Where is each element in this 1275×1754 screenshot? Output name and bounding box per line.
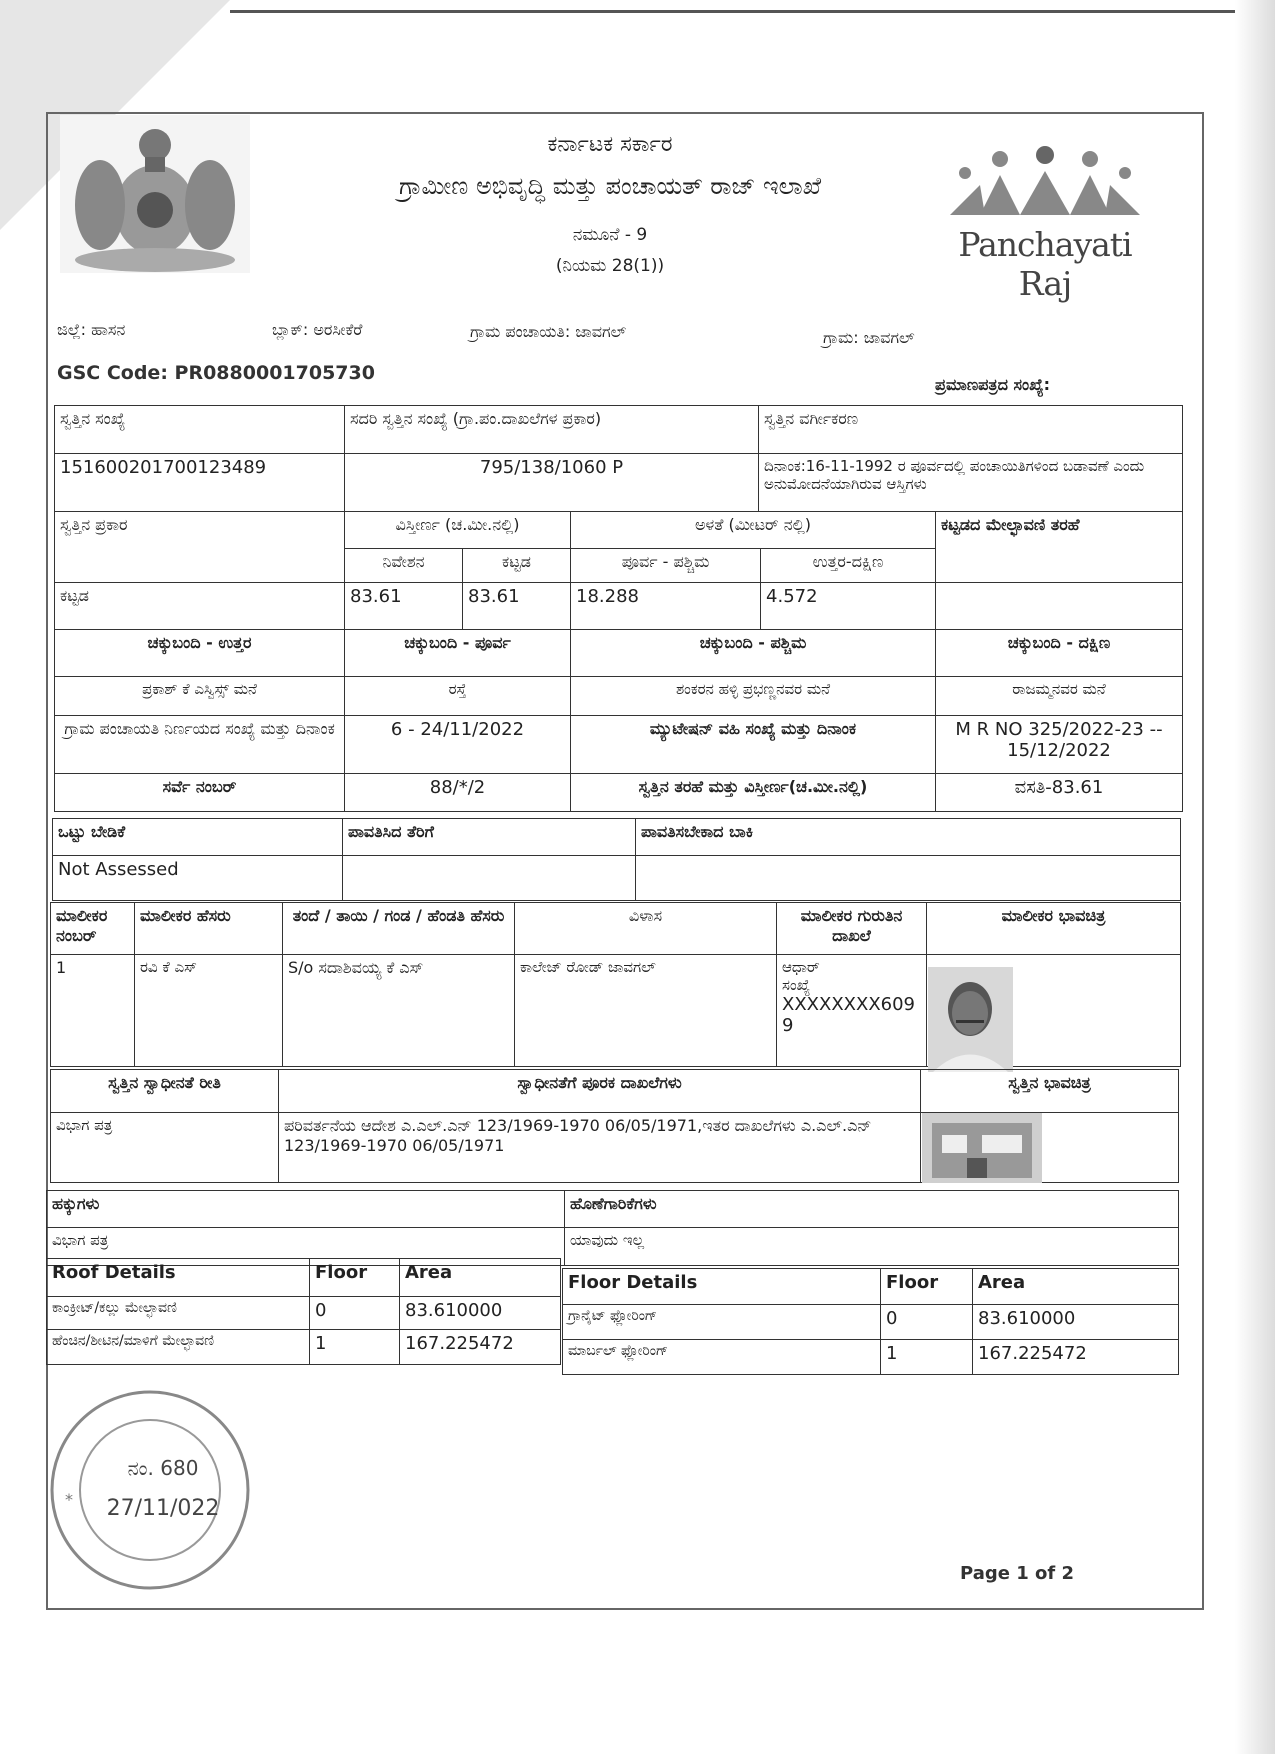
ownership-documents: ಪರಿವರ್ತನೆಯ ಆದೇಶ ಎ.ಎಲ್.ಎನ್ 123/1969-1970 06/05/1971,ಇತರ ದಾಖಲೆಗಳು ಎ.ಎಲ್.ಎನ್ 123/1969-1970 06/05/1971: [279, 1113, 921, 1183]
id-document-type: ಆಧಾರ್: [782, 958, 820, 976]
total-demand-label: ಒಟ್ಟು ಬೇಡಿಕೆ: [53, 819, 343, 856]
gsc-code: GSC Code: PR0880001705730: [57, 362, 375, 384]
stamp-date: 27/11/022: [106, 1496, 220, 1521]
mutation-label: ಮ್ಯುಟೇಷನ್ ವಹಿ ಸಂಖ್ಯೆ ಮತ್ತು ದಿನಾಂಕ: [571, 716, 936, 774]
rights-value: ವಿಭಾಗ ಪತ್ರ: [47, 1228, 565, 1266]
owner-name: ರವಿ ಕೆ ಎಸ್: [135, 955, 283, 1067]
north-south-value: 4.572: [761, 583, 936, 630]
karnataka-emblem-icon: [60, 115, 250, 273]
panchayati-raj-logo-text: Panchayati Raj: [958, 225, 1132, 303]
liabilities-label: ಹೊಣೆಗಾರಿಕೆಗಳು: [565, 1191, 1179, 1228]
owner-number-label: ಮಾಲೀಕರ ನಂಬರ್: [51, 903, 135, 955]
west-boundary-value: ಶಂಕರನ ಹಳ್ಳಿ ಪ್ರಭಣ್ಣನವರ ಮನೆ: [571, 677, 936, 716]
panchayat-seal-stamp: [45, 1385, 255, 1595]
ownership-method: ವಿಭಾಗ ಪತ್ರ: [51, 1113, 279, 1183]
department-title: ಗ್ರಾಮೀಣ ಅಭಿವೃದ್ಧಿ ಮತ್ತು ಪಂಚಾಯತ್ ರಾಜ್ ಇಲಾಖೆ: [398, 172, 822, 200]
roof-area: 83.610000: [400, 1297, 561, 1330]
type-area-label: ಸ್ವತ್ತಿನ ತರಹೆ ಮತ್ತು ವಿಸ್ತೀರ್ಣ(ಚ.ಮೀ.ನಲ್ಲಿ): [571, 774, 936, 812]
north-boundary-value: ಪ್ರಕಾಶ್ ಕೆ ಎಸ್ವಿಸ್ಸ್ ಮನೆ: [55, 677, 345, 716]
relation-name: S/o ಸದಾಶಿವಯ್ಯ ಕೆ ಎಸ್: [283, 955, 515, 1067]
owner-photo-label: ಮಾಲೀಕರ ಭಾವಚಿತ್ರ: [927, 903, 1181, 955]
gram-panchayat: ಗ್ರಾಮ ಪಂಚಾಯತಿ: ಜಾವಗಲ್: [470, 322, 627, 341]
property-id-table: [54, 405, 1183, 512]
floor-type: ಗ್ರಾನೈಟ್ ಫ್ಲೋರಿಂಗ್: [563, 1305, 881, 1340]
floor-number: 0: [881, 1305, 973, 1340]
rule-number: (ನಿಯಮ 28(1)): [555, 256, 665, 276]
survey-number-label: ಸರ್ವೆ ನಂಬರ್: [55, 774, 345, 812]
east-west-value: 18.288: [571, 583, 761, 630]
east-boundary-label: ಚಕ್ಕುಬಂದಿ - ಪೂರ್ವ: [345, 630, 571, 677]
id-document-value: XXXXXXXX609 9: [782, 994, 916, 1036]
resolution-value: 6 - 24/11/2022: [345, 716, 571, 774]
roof-details-table: [46, 1258, 561, 1365]
type-area-value: ವಸತಿ-83.61: [936, 774, 1183, 812]
owner-address: ಕಾಲೇಜ್ ರೋಡ್ ಜಾವಗಲ್: [515, 955, 777, 1067]
property-class-label: ಸ್ವತ್ತಿನ ವರ್ಗೀಕರಣ: [759, 406, 1183, 454]
area-label: ವಿಸ್ತೀರ್ಣ (ಚ.ಮೀ.ನಲ್ಲಿ): [345, 512, 571, 549]
owner-number: 1: [51, 955, 135, 1067]
measurement-label: ಅಳತೆ (ಮೀಟರ್ ನಲ್ಲಿ): [571, 512, 936, 549]
old-property-id-value: 795/138/1060 P: [345, 454, 759, 512]
building-area-value: 83.61: [463, 583, 571, 630]
building-label: ಕಟ್ಟಡ: [463, 549, 571, 583]
floor-area: 167.225472: [973, 1340, 1179, 1375]
total-demand-value: Not Assessed: [53, 856, 343, 901]
table-row: [47, 1297, 561, 1330]
dimensions-table: [54, 511, 1183, 630]
scan-right-edge: [1235, 0, 1275, 1754]
tax-table: [52, 818, 1181, 901]
south-boundary-label: ಚಕ್ಕುಬಂದಿ - ದಕ್ಷಿಣ: [936, 630, 1183, 677]
roof-details-title: Roof Details: [47, 1259, 310, 1297]
old-property-id-label: ಸದರಿ ಸ್ವತ್ತಿನ ಸಂಖ್ಯೆ (ಗ್ರಾ.ಪಂ.ದಾಖಲೆಗಳ ಪ್ರಕಾರ): [345, 406, 759, 454]
stamp-number: ನಂ. 680: [127, 1456, 199, 1480]
property-class-value: ದಿನಾಂಕ:16-11-1992 ರ ಪೂರ್ವದಲ್ಲಿ ಪಂಚಾಯಿತಿಗಳಿಂದ ಬಡಾವಣೆ ಎಂದು ಅನುಮೋದನೆಯಾಗಿರುವ ಆಸ್ತಿಗಳು: [759, 454, 1183, 512]
north-boundary-label: ಚಕ್ಕುಬಂದಿ - ಉತ್ತರ: [55, 630, 345, 677]
address-label: ವಿಳಾಸ: [515, 903, 777, 955]
owner-photo: [928, 967, 1013, 1072]
page-number: Page 1 of 2: [960, 1563, 1074, 1584]
tax-paid-label: ಪಾವತಿಸಿದ ತೆರಿಗೆ: [343, 819, 636, 856]
rights-liabilities-table: [46, 1190, 1179, 1266]
balance-due-label: ಪಾವತಿಸಬೇಕಾದ ಬಾಕಿ: [636, 819, 1181, 856]
property-photo: [922, 1113, 1042, 1183]
floor-area: 83.610000: [973, 1305, 1179, 1340]
rights-label: ಹಕ್ಕುಗಳು: [47, 1191, 565, 1228]
owner-id-document-label: ಮಾಲೀಕರ ಗುರುತಿನ ದಾಖಲೆ: [777, 903, 927, 955]
owner-name-label: ಮಾಲೀಕರ ಹೆಸರು: [135, 903, 283, 955]
property-type-label: ಸ್ವತ್ತಿನ ಪ್ರಕಾರ: [55, 512, 345, 583]
ownership-docs-label: ಸ್ವಾಧೀನತೆಗೆ ಪೂರಕ ದಾಖಲೆಗಳು: [279, 1070, 921, 1113]
liabilities-value: ಯಾವುದು ಇಲ್ಲ: [565, 1228, 1179, 1266]
roof-construction-label: ಕಟ್ಟಡದ ಮೇಲ್ಛಾವಣಿ ತರಹೆ: [936, 512, 1183, 583]
village: ಗ್ರಾಮ: ಜಾವಗಲ್: [823, 328, 915, 347]
east-west-label: ಪೂರ್ವ - ಪಶ್ಚಿಮ: [571, 549, 761, 583]
site-label: ನಿವೇಶನ: [345, 549, 463, 583]
floor-type: ಮಾರ್ಬಲ್ ಫ್ಲೋರಿಂಗ್: [563, 1340, 881, 1375]
south-boundary-value: ರಾಜಮ್ಮನವರ ಮನೆ: [936, 677, 1183, 716]
id-document-caption: ಸಂಖ್ಯೆ: [782, 976, 811, 994]
table-row: [563, 1305, 1179, 1340]
floor-details-table: [562, 1268, 1179, 1375]
west-boundary-label: ಚಕ್ಕುಬಂದಿ - ಪಶ್ಚಿಮ: [571, 630, 936, 677]
block: ಬ್ಲಾಕ್: ಅರಸೀಕೆರೆ: [272, 320, 363, 339]
site-area-value: 83.61: [345, 583, 463, 630]
mutation-value: M R NO 325/2022-23 -- 15/12/2022: [936, 716, 1183, 774]
roof-area-header: Area: [400, 1259, 561, 1297]
boundaries-table: [54, 629, 1183, 812]
floor-details-title: Floor Details: [563, 1269, 881, 1305]
floor-area-header: Area: [973, 1269, 1179, 1305]
floor-floor-header: Floor: [881, 1269, 973, 1305]
property-id-label: ಸ್ವತ್ತಿನ ಸಂಖ್ಯೆ: [55, 406, 345, 454]
roof-type: ಕಾಂಕ್ರೀಟ್/ಕಲ್ಲು ಮೇಲ್ಛಾವಣಿ: [47, 1297, 310, 1330]
east-boundary-value: ರಸ್ತೆ: [345, 677, 571, 716]
table-row: [47, 1330, 561, 1365]
survey-number-value: 88/*/2: [345, 774, 571, 812]
table-row: [563, 1340, 1179, 1375]
resolution-label: ಗ್ರಾಮ ಪಂಚಾಯತಿ ನಿರ್ಣಯದ ಸಂಖ್ಯೆ ಮತ್ತು ದಿನಾಂಕ: [55, 716, 345, 774]
certificate-number-label: ಪ್ರಮಾಣಪತ್ರದ ಸಂಖ್ಯೆ:: [935, 375, 1050, 394]
roof-floor: 1: [310, 1330, 400, 1365]
government-title: ಕರ್ನಾಟಕ ಸರ್ಕಾರ: [547, 132, 673, 157]
district: ಜಿಲ್ಲೆ: ಹಾಸನ: [57, 320, 126, 339]
roof-floor-header: Floor: [310, 1259, 400, 1297]
roof-floor: 0: [310, 1297, 400, 1330]
floor-number: 1: [881, 1340, 973, 1375]
property-type-value: ಕಟ್ಟಡ: [55, 583, 345, 630]
north-south-label: ಉತ್ತರ-ದಕ್ಷಿಣ: [761, 549, 936, 583]
ownership-method-label: ಸ್ವತ್ತಿನ ಸ್ವಾಧೀನತೆ ರೀತಿ: [51, 1070, 279, 1113]
roof-type: ಹೆಂಚಿನ/ಶೀಟಿನ/ಮಾಳಿಗೆ ಮೇಲ್ಛಾವಣಿ: [47, 1330, 310, 1365]
roof-area: 167.225472: [400, 1330, 561, 1365]
svg-text:*: *: [65, 1490, 73, 1509]
property-photo-label: ಸ್ವತ್ತಿನ ಭಾವಚಿತ್ರ: [921, 1070, 1179, 1113]
scan-top-edge: [230, 10, 1240, 13]
relation-name-label: ತಂದೆ / ತಾಯಿ / ಗಂಡ / ಹೆಂಡತಿ ಹೆಸರು: [283, 903, 515, 955]
property-id-value: 151600201700123489: [55, 454, 345, 512]
form-number: ನಮೂನೆ - 9: [572, 225, 648, 245]
